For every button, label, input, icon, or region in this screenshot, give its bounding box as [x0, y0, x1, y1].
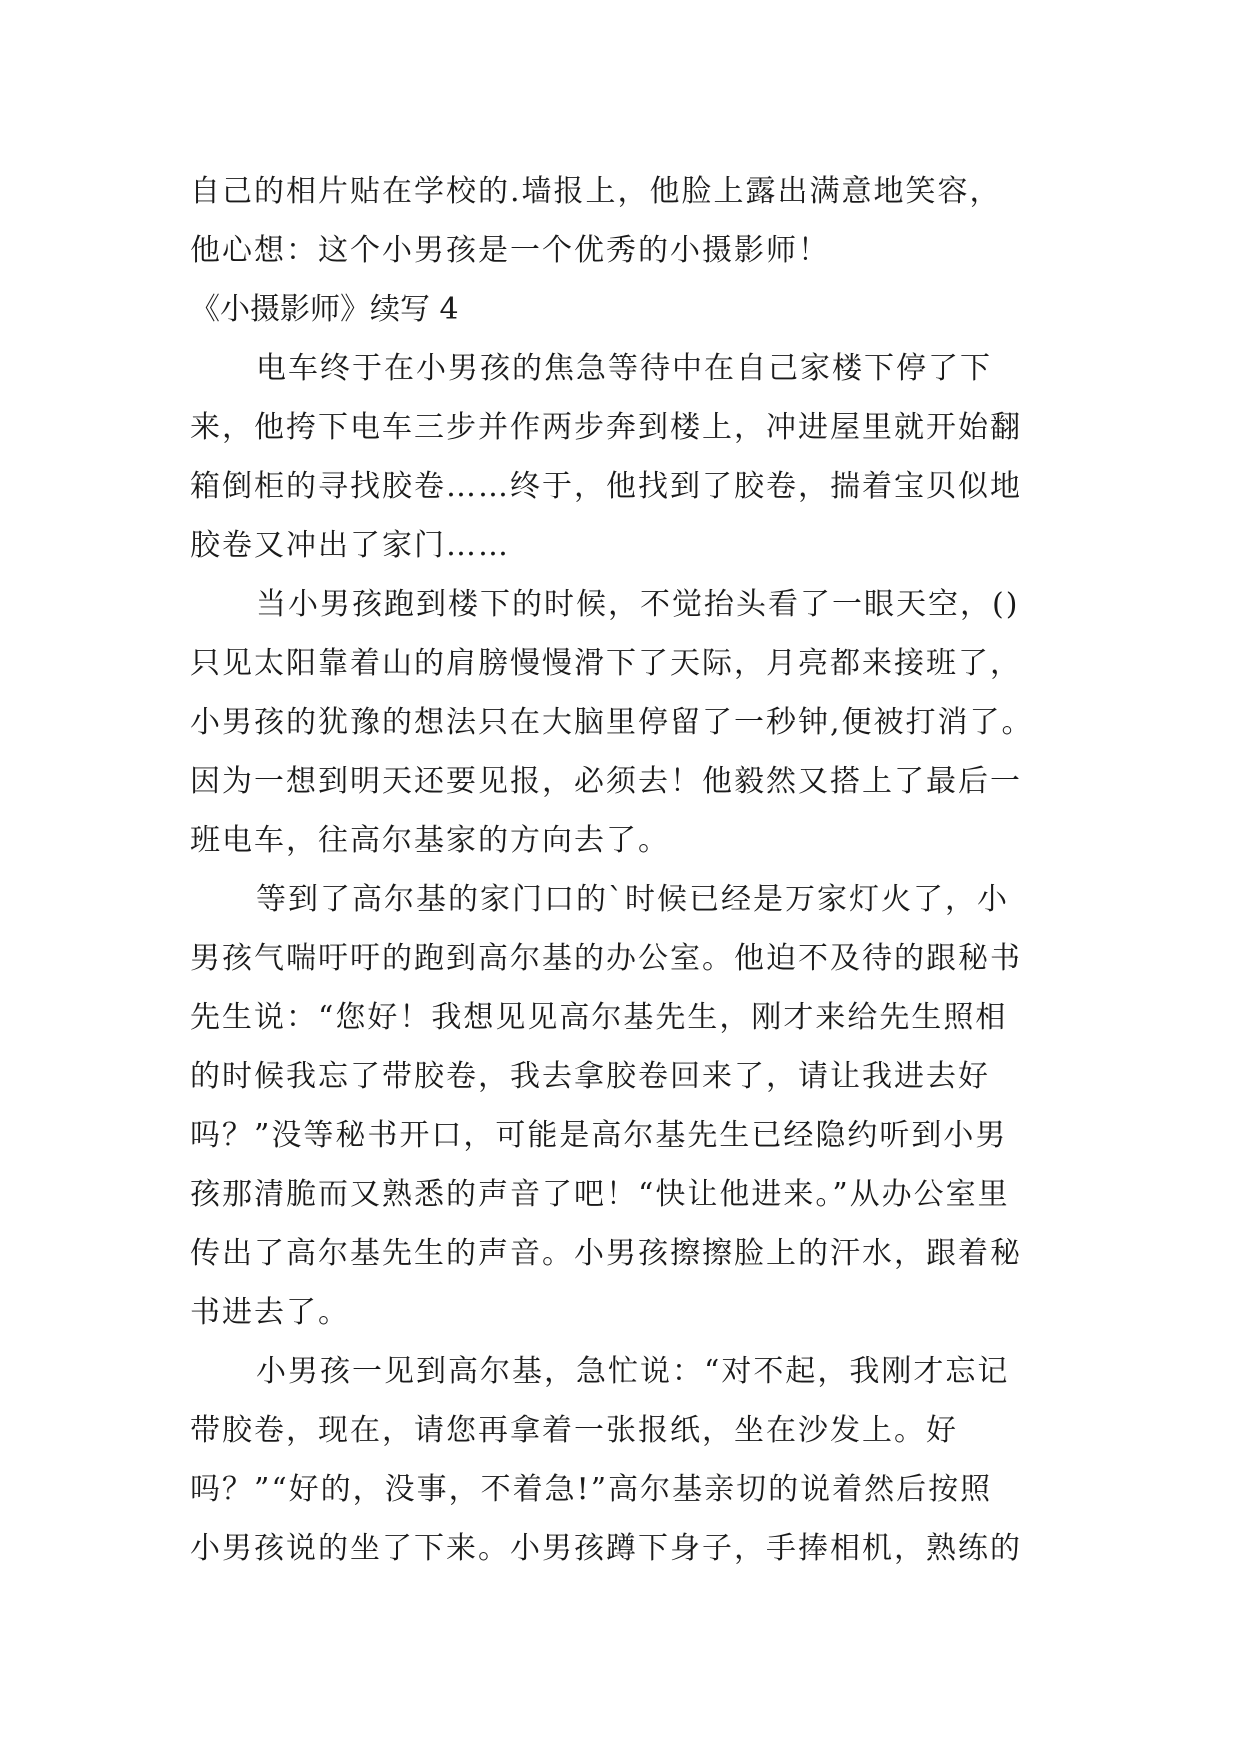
paragraph-start-line: 当小男孩跑到楼下的时候，不觉抬头看了一眼天空，()	[256, 587, 1020, 622]
text-line: 箱倒柜的寻找胶卷……终于，他找到了胶卷，揣着宝贝似地	[190, 469, 1022, 504]
paragraph-start-line: 小男孩一见到高尔基，急忙说：“对不起，我刚才忘记	[256, 1354, 1010, 1389]
text-line: 男孩气喘吁吁的跑到高尔基的办公室。他迫不及待的跟秘书	[190, 941, 1022, 976]
text-line: 的时候我忘了带胶卷，我去拿胶卷回来了，请让我进去好	[190, 1059, 990, 1094]
text-line: 自己的相片贴在学校的.墙报上，他脸上露出满意地笑容，	[190, 174, 1002, 209]
text-line: 他心想：这个小男孩是一个优秀的小摄影师！	[190, 233, 830, 268]
document-page	[190, 162, 1070, 1578]
text-line: 胶卷又冲出了家门……	[190, 528, 510, 563]
text-line: 吗？”没等秘书开口，可能是高尔基先生已经隐约听到小男	[190, 1118, 1008, 1153]
text-line: 小男孩的犹豫的想法只在大脑里停留了一秒钟,便被打消了。	[190, 705, 1034, 740]
text-line: 传出了高尔基先生的声音。小男孩擦擦脸上的汗水，跟着秘	[190, 1236, 1022, 1271]
section-title: 《小摄影师》续写 4	[190, 292, 459, 327]
text-line: 来，他挎下电车三步并作两步奔到楼上，冲进屋里就开始翻	[190, 410, 1022, 445]
paragraph-start-line: 等到了高尔基的家门口的`时候已经是万家灯火了，小	[256, 882, 1009, 917]
text-line: 吗？”“好的，没事，不着急!”高尔基亲切的说着然后按照	[190, 1472, 993, 1507]
text-line: 先生说：“您好！我想见见高尔基先生，刚才来给先生照相	[190, 1000, 1008, 1035]
text-line: 孩那清脆而又熟悉的声音了吧！“快让他进来。”从办公室里	[190, 1177, 1010, 1212]
paragraph-start-line: 电车终于在小男孩的焦急等待中在自己家楼下停了下	[256, 351, 992, 386]
text-line: 班电车，往高尔基家的方向去了。	[190, 823, 670, 858]
text-line: 小男孩说的坐了下来。小男孩蹲下身子，手捧相机，熟练的	[190, 1531, 1022, 1566]
text-line: 只见太阳靠着山的肩膀慢慢滑下了天际，月亮都来接班了，	[190, 646, 1022, 681]
text-line: 因为一想到明天还要见报，必须去！他毅然又搭上了最后一	[190, 764, 1022, 799]
text-line: 书进去了。	[190, 1295, 350, 1330]
text-line: 带胶卷，现在，请您再拿着一张报纸，坐在沙发上。好	[190, 1413, 958, 1448]
